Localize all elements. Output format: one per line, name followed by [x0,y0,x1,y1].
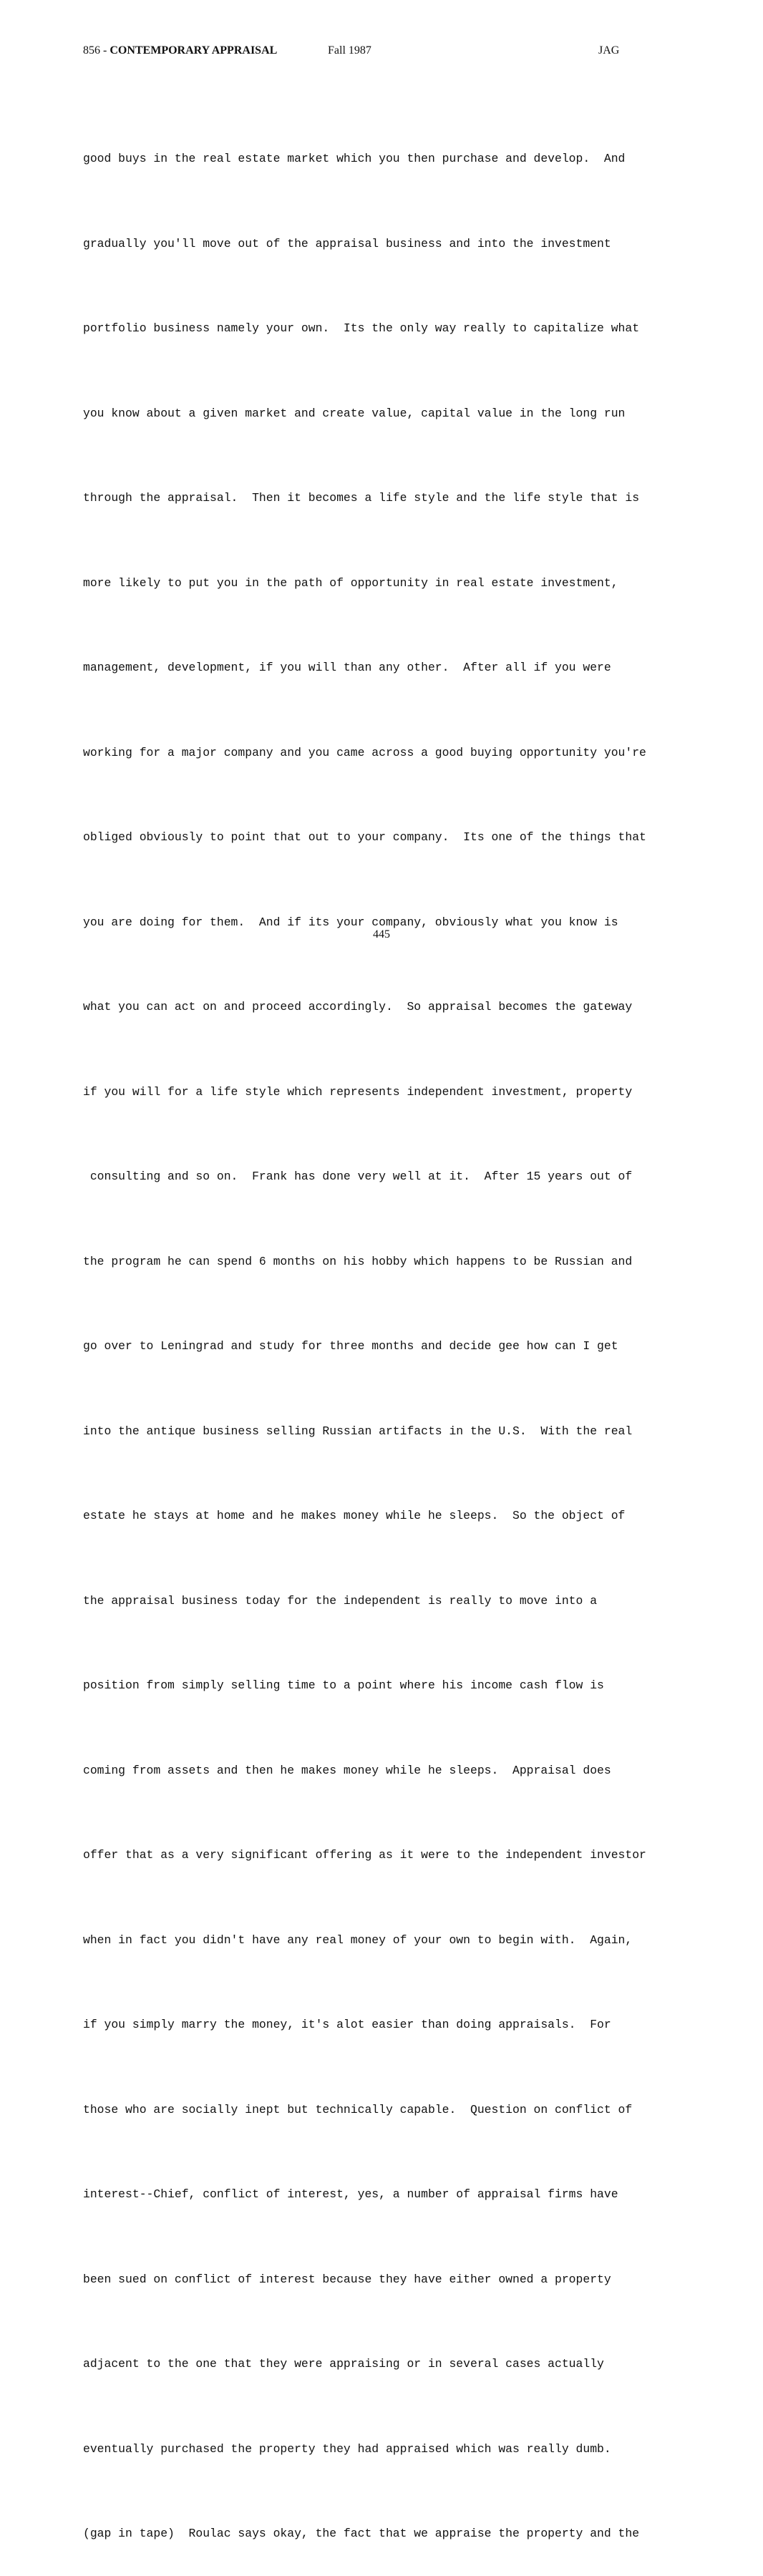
text-line: through the appraisal. Then it becomes a life style and the life style that is [83,491,640,505]
text-line: working for a major company and you came across a good buying opportunity you're [83,745,646,759]
text-line: eventually purchased the property they had appraised which was really dumb. [83,2441,611,2456]
text-line: obliged obviously to point that out to your company. Its one of the things that [83,830,646,844]
text-line: go over to Leningrad and study for three months and decide gee how can I get [83,1339,618,1353]
page-number: 445 [373,928,390,941]
term-label: Fall 1987 [328,44,371,57]
text-line: you are doing for them. And if its your company, obviously what you know is [83,915,618,929]
text-line: coming from assets and then he makes money while he sleeps. Appraisal does [83,1763,611,1777]
text-line: consulting and so on. Frank has done very well at it. After 15 years out of [83,1170,633,1183]
transcript-body [83,88,727,2576]
text-line: you know about a given market and create value, capital value in the long run [83,406,626,420]
text-line: those who are socially inept but technically capable. Question on conflict of [83,2102,633,2116]
text-line: good buys in the real estate market which you then purchase and develop. And [83,152,626,165]
text-line: (gap in tape) Roulac says okay, the fact that we appraise the property and the [83,2527,640,2540]
text-line: if you simply marry the money, it's alot easier than doing appraisals. For [83,2018,611,2031]
text-line: portfolio business namely your own. Its the only way really to capitalize what [83,321,640,335]
text-line: the program he can spend 6 months on his hobby which happens to be Russian and [83,1254,633,1268]
text-line: when in fact you didn't have any real money of your own to begin with. Again, [83,1933,633,1947]
text-line: gradually you'll move out of the appraisal business and into the investment [83,236,611,251]
text-line: more likely to put you in the path of opportunity in real estate investment, [83,575,618,590]
course-title: CONTEMPORARY APPRAISAL [110,44,278,57]
text-line: estate he stays at home and he makes money while he sleeps. So the object of [83,1509,626,1522]
page-header [0,44,763,60]
text-line: been sued on conflict of interest because they have either owned a property [83,2272,611,2286]
course-number: 856 - [83,44,110,57]
text-line: position from simply selling time to a point where his income cash flow is [83,1678,604,1692]
text-line: interest--Chief, conflict of interest, yes, a number of appraisal firms have [83,2187,618,2201]
course-heading [83,44,277,57]
text-line: what you can act on and proceed accordingly. So appraisal becomes the gateway [83,1000,633,1014]
text-line: adjacent to the one that they were appraising or in several cases actually [83,2357,604,2371]
text-line: into the antique business selling Russian artifacts in the U.S. With the real [83,1424,633,1438]
text-line: if you will for a life style which represents independent investment, property [83,1084,633,1099]
author-initials: JAG [598,44,620,57]
text-line: offer that as a very significant offering as it were to the independent investor [83,1848,646,1862]
text-line: management, development, if you will than any other. After all if you were [83,661,611,674]
text-line: the appraisal business today for the independent is really to move into a [83,1593,598,1608]
